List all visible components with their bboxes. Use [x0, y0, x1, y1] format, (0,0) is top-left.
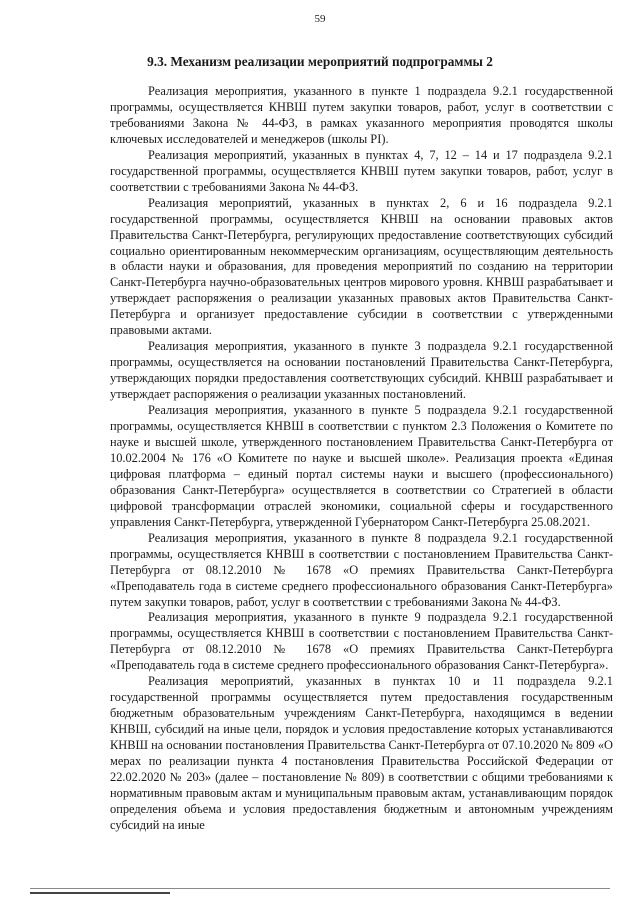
paragraph-6: Реализация мероприятия, указанного в пункте 8 подраздела 9.2.1 государственной программы, осуществляется КНВШ в соответствии с постановлением Правительства Санкт-Петербурга от 08.12.2010 № 1678 «О премиях Правительства Санкт-Петербурга «Преподаватель года в системе среднего профессионального образования Санкт-Петербурга» путем закупки товаров, работ, услуг в соответствии с требованиями Закона № 44-ФЗ. — [110, 530, 613, 609]
paragraph-3: Реализация мероприятий, указанных в пунктах 2, 6 и 16 подраздела 9.2.1 государственной программы, осуществляется КНВШ на основании правовых актов Правительства Санкт-Петербурга, регулирующих предоставление соответствующих субсидий социально ориентированным некоммерческим организациям, осуществляющим деятельность в области науки и образования, для проведения мероприятий по созданию на территории Санкт-Петербурга научно-образовательных центров мирового уровня. КНВШ разрабатывает и утверждает распоряжения о реализации указанных правовых актов Правительства Санкт-Петербурга и организует предоставление субсидии в соответствии с утвержденными правовыми актами. — [110, 195, 613, 338]
paragraph-7: Реализация мероприятия, указанного в пункте 9 подраздела 9.2.1 государственной программы, осуществляется КНВШ в соответствии с постановлением Правительства Санкт-Петербурга от 08.12.2010 № 1678 «О премиях Правительства Санкт-Петербурга «Преподаватель года в системе среднего профессионального образования Санкт-Петербурга». — [110, 610, 613, 673]
paragraph-2: Реализация мероприятий, указанных в пунктах 4, 7, 12 – 14 и 17 подраздела 9.2.1 государственной программы, осуществляется КНВШ путем закупки товаров, работ, услуг в соответствии с требованиями Закона № 44-ФЗ. — [110, 147, 613, 194]
paragraph-1: Реализация мероприятия, указанного в пункте 1 подраздела 9.2.1 государственной программы, осуществляется КНВШ путем закупки товаров, работ, услуг в соответствии с требованиями Закона № 44-ФЗ, в рамках указанного мероприятия проводятся школы ключевых исследователей и менеджеров (школы PI). — [110, 84, 613, 146]
paragraph-5: Реализация мероприятия, указанного в пункте 5 подраздела 9.2.1 государственной программы, осуществляется КНВШ в соответствии с пунктом 2.3 Положения о Комитете по науке и высшей школе, утвержденного постановлением Правительства Санкт-Петербурга от 10.02.2004 № 176 «О Комитете по науке и высшей школе». Реализация проекта «Единая цифровая платформа – единый портал системы науки и высшего (профессионального) образования Санкт-Петербурга» осуществляется в соответствии со Стратегией в области цифровой трансформации отраслей экономики, социальной сферы и государственного управления Санкт-Петербурга, утвержденной Губернатором Санкт-Петербурга 25.08.2021. — [110, 403, 613, 529]
section-title: 9.3. Механизм реализации мероприятий подпрограммы 2 — [147, 54, 493, 69]
paragraph-8: Реализация мероприятий, указанных в пунктах 10 и 11 подраздела 9.2.1 государственной программы осуществляется путем предоставления государственным бюджетным образовательным учреждениям Санкт-Петербурга, находящимся в ведении КНВШ, субсидий на иные цели, порядок и условия предоставление которых устанавливаются КНВШ на основании постановления Правительства Санкт-Петербурга от 07.10.2020 № 809 «О мерах по реализации пункта 4 постановления Правительства Российской Федерации от 22.02.2020 № 203» (далее – постановление № 809) в соответствии с общими требованиями к нормативным правовым актам и муниципальным правовым актам, устанавливающим порядок определения объема и условия предоставления бюджетным и автономным учреждениям субсидий на иные — [110, 674, 613, 832]
page-number: 59 — [314, 13, 326, 25]
document-body — [110, 84, 613, 834]
paragraph-4: Реализация мероприятия, указанного в пункте 3 подраздела 9.2.1 государственной программы, осуществляется на основании постановлений Правительства Санкт-Петербурга, утверждающих порядки предоставления соответствующих субсидий. КНВШ разрабатывает и утверждает распоряжения о реализации указанных постановлений. — [110, 339, 613, 402]
scan-edge-line — [30, 888, 610, 889]
scan-edge-mark — [30, 892, 170, 894]
